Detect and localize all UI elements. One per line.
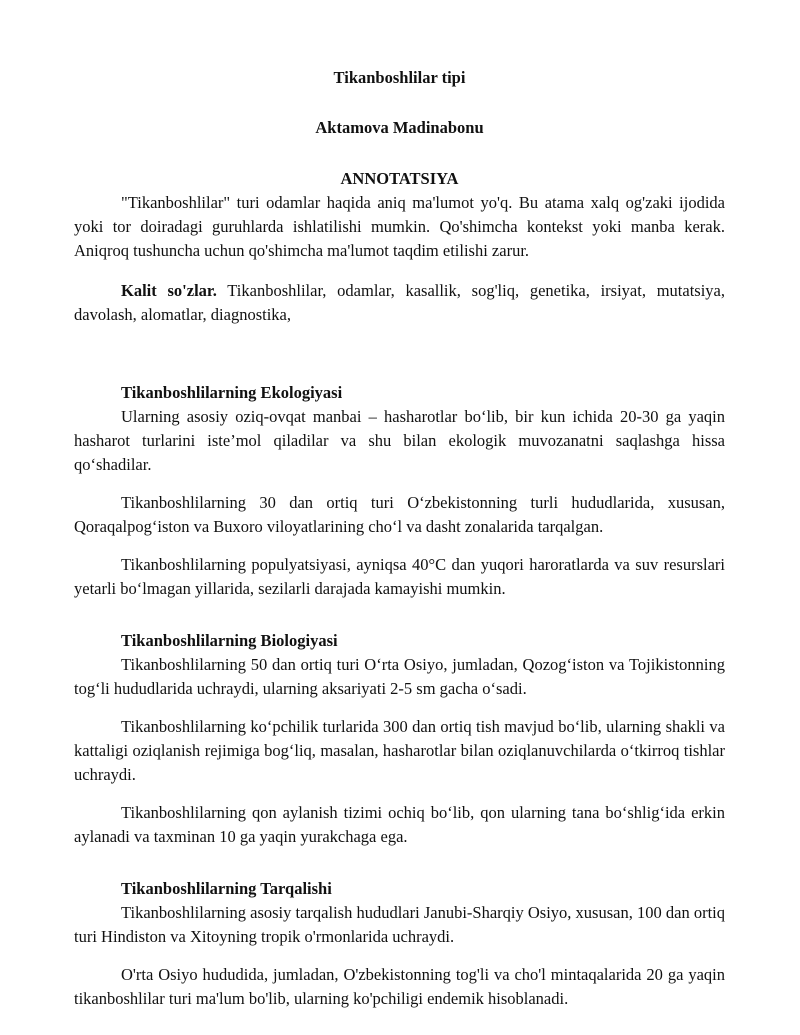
biology-paragraph-1: Tikanboshlilarning 50 dan ortiq turi O‘rta Osiyo, jumladan, Qozog‘iston va Tojikistonning tog‘li hududlarida uchraydi, ularning aksariyati 2-5 sm gacha o‘sadi. bbox=[74, 655, 725, 698]
annotation-paragraph: "Tikanboshlilar" turi odamlar haqida aniq ma'lumot yo'q. Bu atama xalq og'zaki ijodida yoki tor doiradagi guruhlarda ishlatilishi mumkin. Qo'shimcha kontekst yoki manba kerak. Aniqroq tushuncha uchun qo'shimcha ma'lumot taqdim etilishi zarur. bbox=[74, 193, 725, 260]
biology-paragraph-2: Tikanboshlilarning ko‘pchilik turlarida 300 dan ortiq tish mavjud bo‘lib, ularning shakli va kattaligi oziqlanish rejimiga bog‘liq, masalan, hasharotlar bilan oziqlanuvchilarda o‘tkirroq tishlar uchraydi. bbox=[74, 717, 725, 784]
section-heading-distribution: Tikanboshlilarning Tarqalishi bbox=[121, 879, 332, 898]
annotation-heading: ANNOTATSIYA bbox=[340, 169, 459, 188]
document-title: Tikanboshlilar tipi bbox=[333, 68, 466, 87]
keywords-paragraph bbox=[74, 279, 725, 327]
distribution-paragraph-2: O'rta Osiyo hududida, jumladan, O'zbekistonning tog'li va cho'l mintaqalarida 20 ga yaqin tikanboshlilar turi ma'lum bo'lib, ularning ko'pchiligi endemik hisoblanadi. bbox=[74, 965, 725, 1008]
section-heading-biology: Tikanboshlilarning Biologiyasi bbox=[121, 631, 338, 650]
ecology-paragraph-1: Ularning asosiy oziq-ovqat manbai – hasharotlar bo‘lib, bir kun ichida 20-30 ga yaqin hasharot turlarini iste’mol qiladilar va shu bilan ekologik muvozanatni saqlashga hissa qo‘shadilar. bbox=[74, 407, 725, 474]
biology-paragraph-3: Tikanboshlilarning qon aylanish tizimi ochiq bo‘lib, qon ularning tana bo‘shlig‘ida erkin aylanadi va taxminan 10 ga yaqin yurakchaga ega. bbox=[74, 803, 725, 846]
distribution-paragraph-1: Tikanboshlilarning asosiy tarqalish hududlari Janubi-Sharqiy Osiyo, xususan, 100 dan ortiq turi Hindiston va Xitoyning tropik o'rmonlarida uchraydi. bbox=[74, 903, 725, 946]
ecology-paragraph-2: Tikanboshlilarning 30 dan ortiq turi O‘zbekistonning turli hududlarida, xususan, Qoraqalpog‘iston va Buxoro viloyatlarining cho‘l va dasht zonalarida tarqalgan. bbox=[74, 493, 725, 536]
document-page bbox=[74, 0, 725, 1011]
author-name: Aktamova Madinabonu bbox=[315, 118, 484, 137]
ecology-paragraph-3: Tikanboshlilarning populyatsiyasi, ayniqsa 40°C dan yuqori haroratlarda va suv resurslari yetarli bo‘lmagan yillarida, sezilarli darajada kamayishi mumkin. bbox=[74, 555, 725, 598]
keywords-list: Tikanboshlilar, odamlar, kasallik, sog'liq, genetika, irsiyat, mutatsiya, davolash, alomatlar, diagnostika, bbox=[74, 281, 725, 324]
section-heading-ecology: Tikanboshlilarning Ekologiyasi bbox=[121, 383, 343, 402]
keywords-label: Kalit so'zlar. bbox=[121, 281, 217, 300]
